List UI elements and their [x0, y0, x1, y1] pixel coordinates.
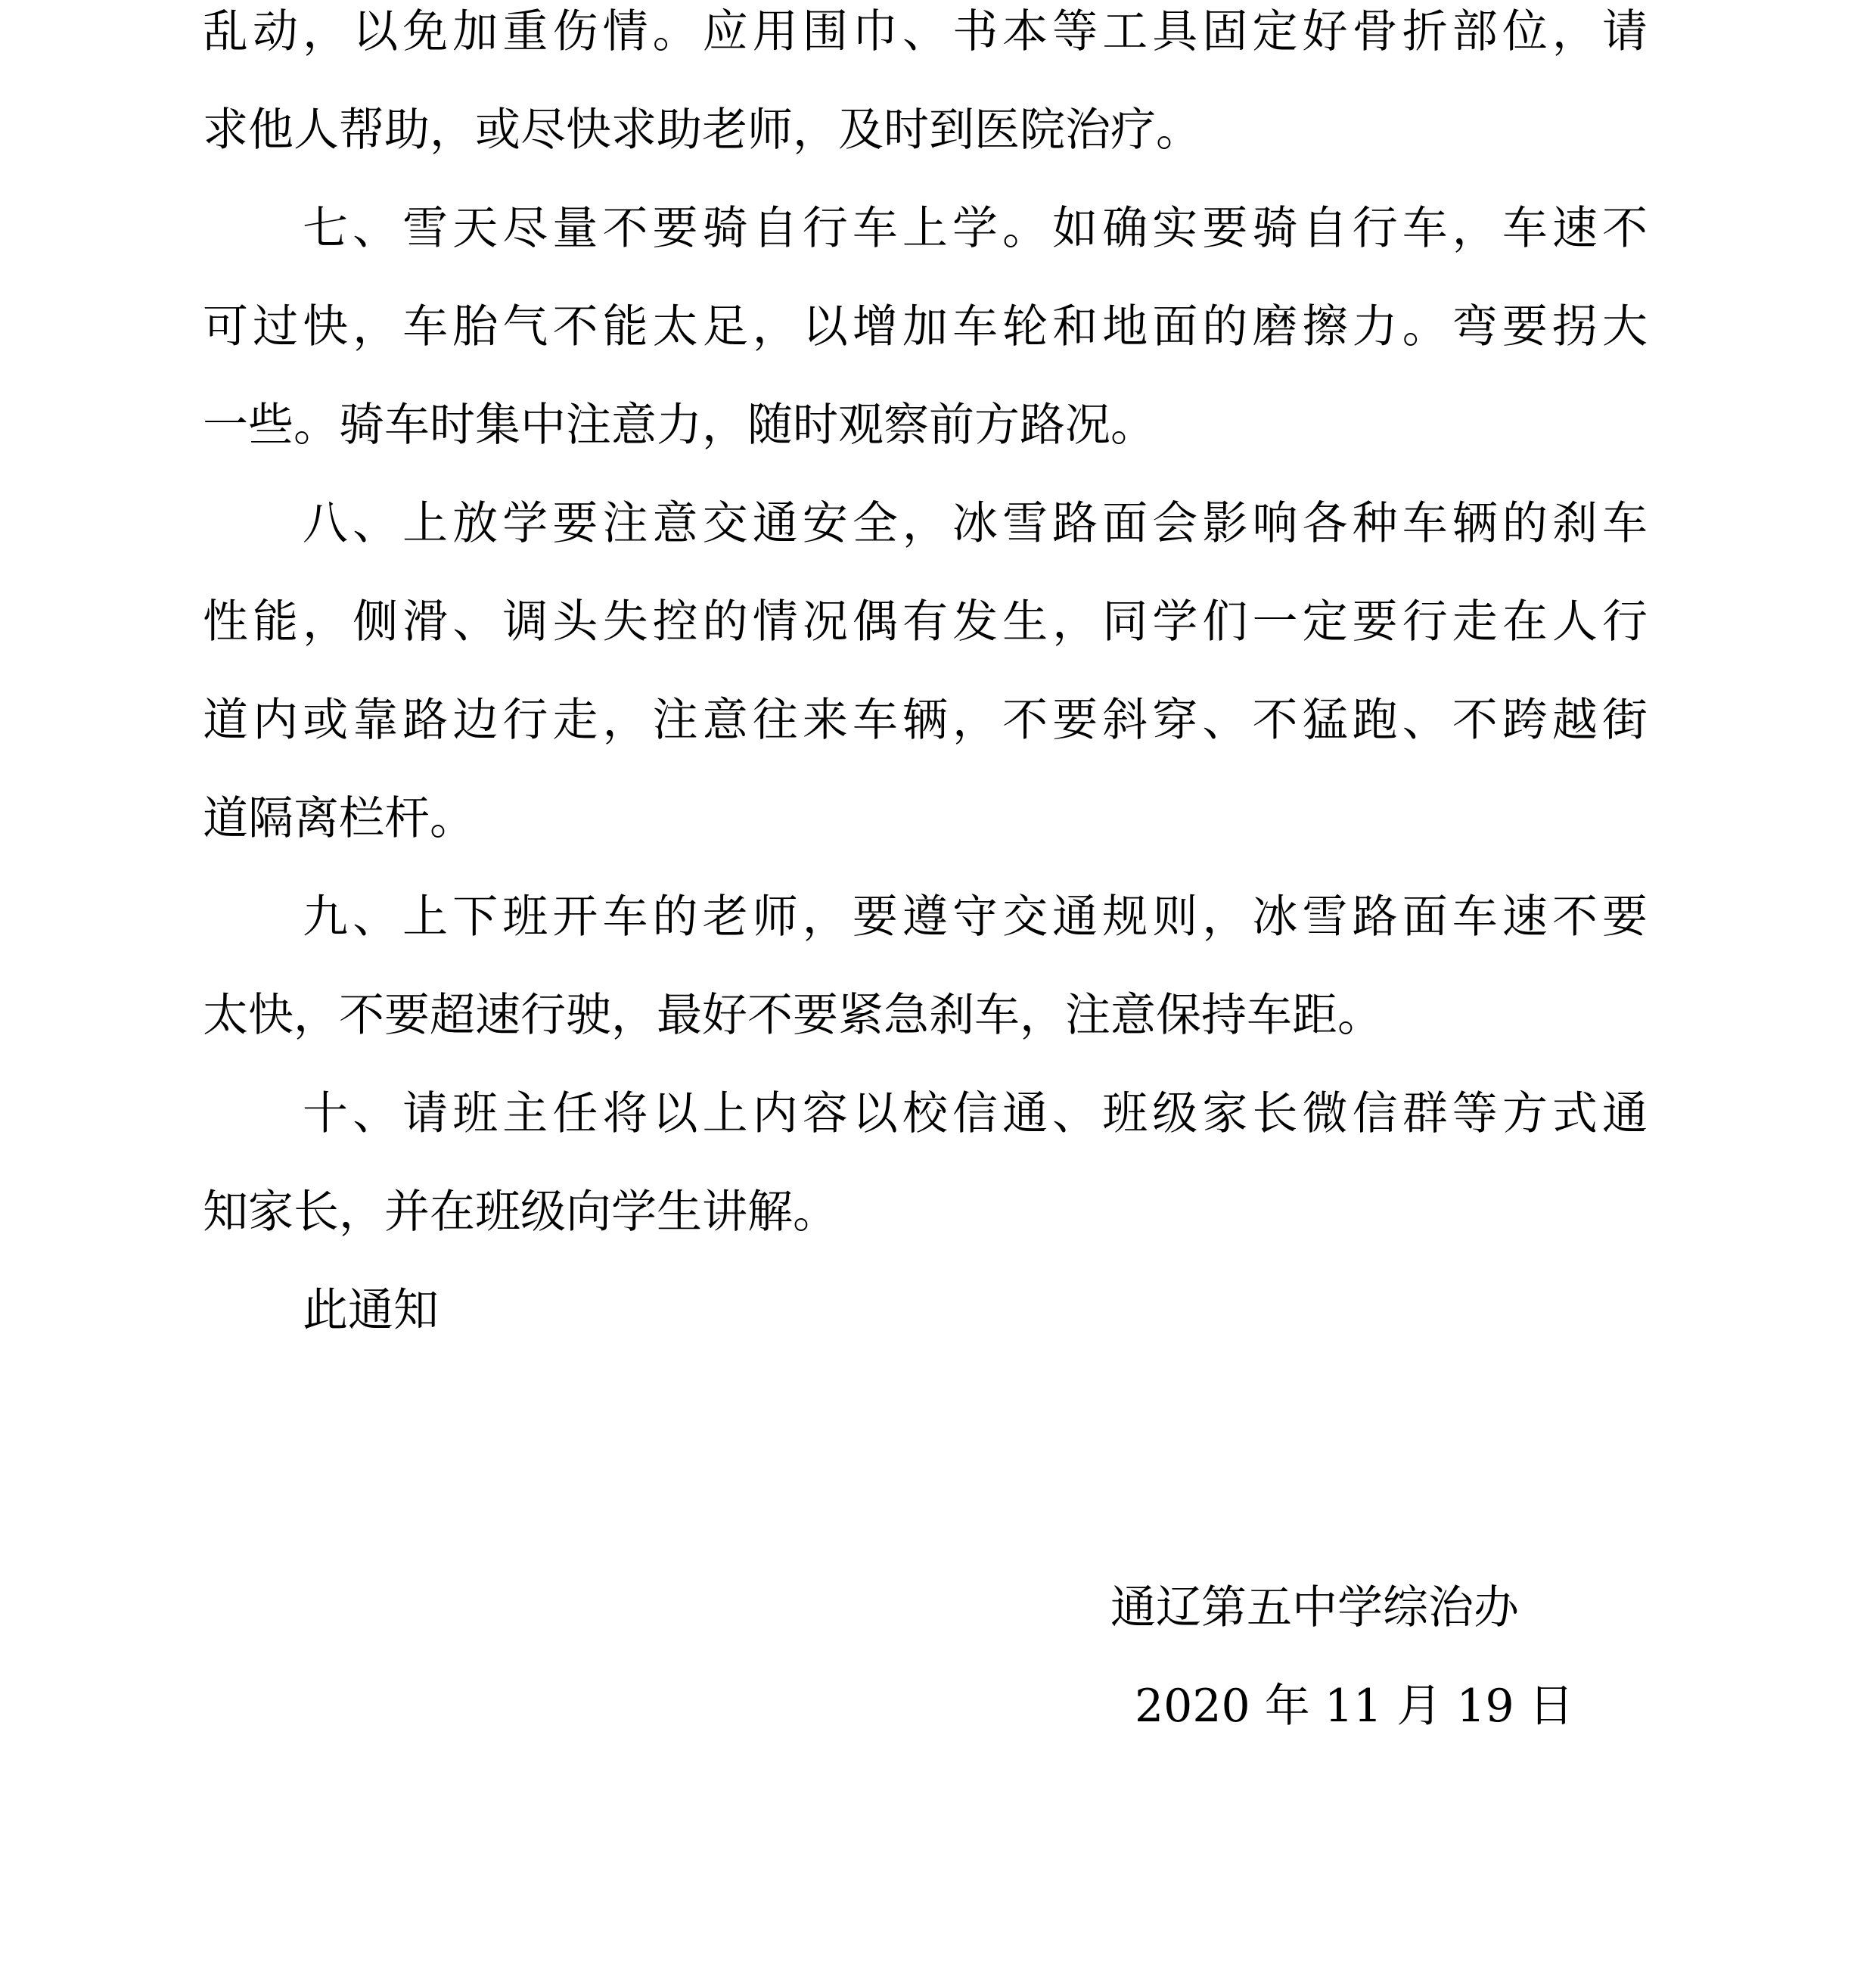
paragraph-line: 乱动，以免加重伤情。应用围巾、书本等工具固定好骨折部位，请: [203, 5, 1648, 58]
paragraph-line: 求他人帮助，或尽快求助老师，及时到医院治疗。: [203, 104, 1201, 157]
closing-line: 此通知: [303, 1284, 439, 1337]
signature-date: 2020 年 11 月 19 日: [1135, 1680, 1574, 1733]
paragraph-line: 道内或靠路边行走，注意往来车辆，不要斜穿、不猛跑、不跨越街: [203, 694, 1648, 747]
paragraph-line: 七、雪天尽量不要骑自行车上学。如确实要骑自行车，车速不: [303, 202, 1648, 255]
paragraph-line: 可过快，车胎气不能太足，以增加车轮和地面的磨擦力。弯要拐大: [203, 300, 1648, 353]
paragraph-line: 知家长，并在班级向学生讲解。: [203, 1186, 838, 1239]
paragraph-line: 道隔离栏杆。: [203, 792, 475, 845]
paragraph-line: 一些。骑车时集中注意力，随时观察前方路况。: [203, 399, 1156, 452]
paragraph-line: 太快，不要超速行驶，最好不要紧急刹车，注意保持车距。: [203, 989, 1383, 1042]
paragraph-line: 九、上下班开车的老师，要遵守交通规则，冰雪路面车速不要: [303, 891, 1648, 944]
paragraph-line: 八、上放学要注意交通安全，冰雪路面会影响各种车辆的刹车: [303, 497, 1648, 550]
paragraph-line: 性能，侧滑、调头失控的情况偶有发生，同学们一定要行走在人行: [203, 595, 1648, 648]
signature-organization: 通辽第五中学综治办: [1110, 1581, 1519, 1634]
paragraph-line: 十、请班主任将以上内容以校信通、班级家长微信群等方式通: [303, 1087, 1648, 1140]
